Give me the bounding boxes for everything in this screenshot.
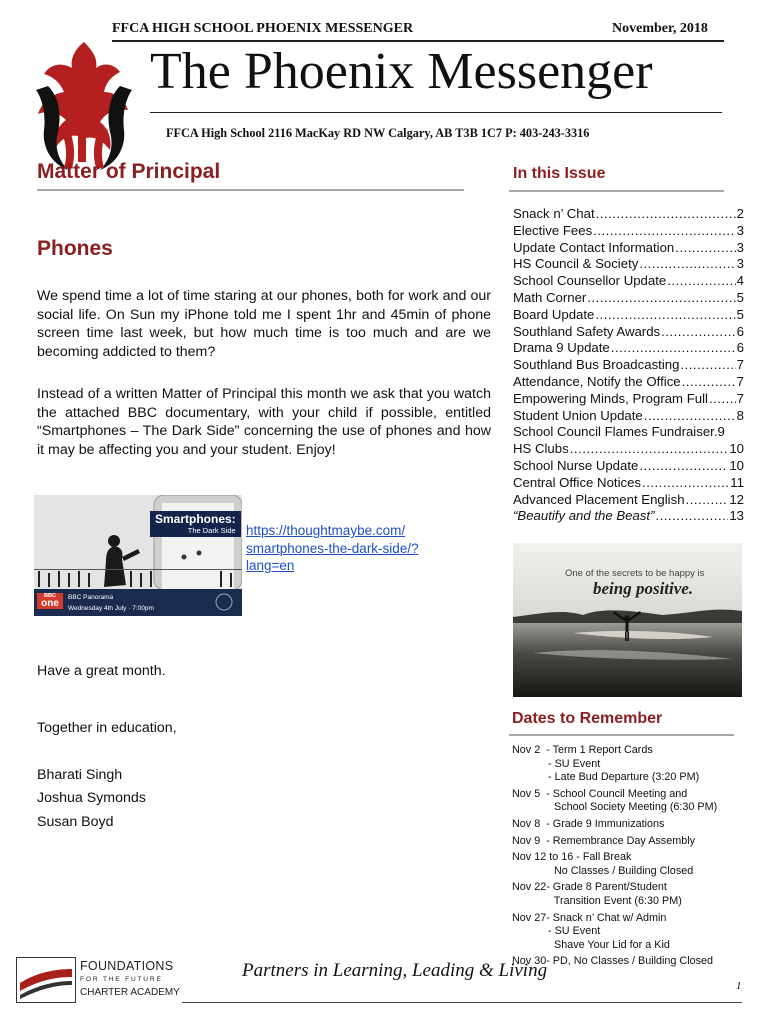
date-entry: Nov 22- Grade 8 Parent/Student [512,881,667,894]
toc-leader [570,441,729,458]
bbc-logo-bottom: one [41,598,59,609]
toc-page: 9 [717,424,725,440]
logo-line-1: FOUNDATIONS [80,959,174,973]
toc-item[interactable] [513,475,744,492]
signature-block [37,764,146,834]
toc-item[interactable] [513,508,744,525]
toc-label: Elective Fees [513,222,593,238]
date-entry: No Classes / Building Closed [512,864,694,877]
masthead-rule-bottom [150,112,722,113]
toc-label: Student Union Update [513,407,643,423]
logo-line-2: F O R T H E F U T U R E [80,976,161,983]
toc-page: 3 [736,239,744,255]
documentary-link-line-1[interactable]: https://thoughtmaybe.com/ [246,523,406,538]
closing-line-2: Together in education, [37,720,177,736]
toc-leader [682,374,736,391]
toc-item[interactable] [513,273,744,290]
newsletter-title: The Phoenix Messenger [150,43,653,100]
toc-item[interactable] [513,340,744,357]
toc-item[interactable] [513,206,744,223]
section-title-in-this-issue: In this Issue [513,165,606,182]
toc-page: 2 [736,206,744,221]
toc-label: School Nurse Update [513,457,639,473]
toc-label: Advanced Placement English [513,491,685,507]
toc-page: 6 [736,323,744,339]
issue-date: November, 2018 [612,21,708,36]
date-entry: Nov 30- PD, No Classes / Building Closed [512,955,714,968]
logo-line-3: CHARTER ACADEMY [80,987,180,998]
toc-label: School Counsellor Update [513,273,667,289]
section-title-matter-of-principal: Matter of Principal [37,160,221,183]
date-entry: Shave Your Lid for a Kid [512,938,670,951]
toc-label: Attendance, Notify the Office [513,373,681,389]
toc-item[interactable] [513,408,744,425]
foundations-logo-mark [16,957,76,1003]
toc-item[interactable] [513,424,744,441]
toc-label: HS Council & Society [513,256,639,272]
toc-page: 3 [736,256,744,272]
photo-caption-script: being positive. [593,579,694,598]
article-paragraph-2: Instead of a written Matter of Principal this month we ask that you watch the attached BBC documentary, with your child if possible, entitled “Smartphones – The Dark Side” concerning the use of phones and how it may be affecting you and your student. Enjoy! [37,386,491,458]
toc-label: Board Update [513,306,595,322]
article-paragraph-1: We spend time a lot of time staring at our phones, both for work and our social life. On Sun my iPhone told me I spent 1hr and 45min of phone screen time last week, but how much time is too much and are we becoming addicted to them? [37,288,491,360]
toc-page: 5 [736,306,744,322]
toc-leader [709,391,736,408]
video-airtime: Wednesday 4th July · 7:00pm [68,605,154,612]
toc-leader [680,357,735,374]
toc-leader [644,408,736,425]
toc-page: 7 [736,373,744,389]
toc-leader [686,492,729,509]
date-entry: Transition Event (6:30 PM) [512,894,682,907]
toc-page: 4 [736,273,744,289]
toc-item[interactable] [513,441,744,458]
section-title-dates-to-remember: Dates to Remember [512,710,663,727]
toc-leader [596,206,736,223]
toc-item[interactable] [513,240,744,257]
toc-label: School Council Flames Fundraiser. [513,424,718,440]
toc-page: 5 [736,289,744,305]
toc-page: 10 [729,457,744,473]
phoenix-logo [28,36,140,174]
toc-label: Central Office Notices [513,474,642,490]
bbc-logo [37,593,63,609]
date-entry: Nov 5 - School Council Meeting and [512,787,688,800]
school-address: FFCA High School 2116 MacKay RD NW Calgary, AB T3B 1C7 P: 403-243-3316 [166,126,590,140]
section-rule-issue [509,190,724,192]
page-number: 1 [736,980,742,992]
toc-leader [593,223,735,240]
toc-leader [675,240,735,257]
toc-item[interactable] [513,223,744,240]
signature-name: Joshua Symonds [37,790,146,807]
toc-leader [661,324,736,341]
dates-list [512,744,742,969]
date-entry: Nov 9 - Remembrance Day Assembly [512,834,696,847]
toc-item[interactable] [513,357,744,374]
date-entry: Nov 12 to 16 - Fall Break [512,851,632,864]
toc-label: Empowering Minds, Program Full [513,390,708,406]
toc-label: Southland Bus Broadcasting [513,357,680,373]
footer-rule [182,1002,742,1003]
toc-leader [595,307,735,324]
toc-item[interactable] [513,256,744,273]
toc-item[interactable] [513,307,744,324]
toc-page: 6 [736,340,744,356]
toc-leader [587,290,735,307]
date-entry: Nov 8 - Grade 9 Immunizations [512,817,665,830]
toc-leader [642,475,729,492]
toc-label: Update Contact Information [513,239,675,255]
foundations-logo [16,957,180,1003]
toc-page: 11 [730,474,744,490]
video-thumbnail[interactable] [34,495,242,616]
documentary-link-line-2[interactable]: smartphones-the-dark-side/? [246,540,419,556]
toc-label: Southland Safety Awards [513,323,661,339]
toc-item[interactable] [513,492,744,509]
section-rule-left [37,189,464,191]
date-entry: - SU Event [512,757,601,770]
toc-page: 12 [729,491,744,507]
closing-line-1: Have a great month. [37,663,166,679]
table-of-contents [513,206,744,525]
toc-item[interactable] [513,324,744,341]
photo-caption-top: One of the secrets to be happy is [565,568,705,579]
toc-item[interactable] [513,374,744,391]
date-entry: - SU Event [512,925,601,938]
bbc-logo-top: BBC [44,593,56,599]
toc-label: “Beautify and the Beast” [513,508,655,524]
signature-name: Bharati Singh [37,767,123,783]
video-subtitle: The Dark Side [187,526,236,535]
toc-page: 3 [736,222,744,238]
section-rule-dates [509,734,734,736]
beach-photo-graphic [513,543,742,697]
date-entry: - Late Bud Departure (3:20 PM) [512,771,700,784]
toc-leader [611,340,736,357]
video-program: BBC Panorama [68,594,114,601]
video-title: Smartphones: [155,512,236,526]
toc-page: 8 [736,407,744,423]
date-entry: School Society Meeting (6:30 PM) [512,801,718,814]
toc-label: Math Corner [513,289,587,305]
toc-leader [667,273,735,290]
toc-item[interactable] [513,458,744,475]
signature-name: Susan Boyd [37,813,114,830]
toc-item[interactable] [513,391,744,408]
toc-page: 13 [729,508,744,524]
toc-page: 10 [729,441,744,457]
toc-page: 7 [736,390,744,406]
toc-label: Snack n’ Chat [513,206,595,221]
toc-leader [639,458,728,475]
article-heading-phones: Phones [37,237,113,260]
beach-photo [513,543,742,697]
toc-label: Drama 9 Update [513,340,610,356]
masthead-top-left: FFCA HIGH SCHOOL PHOENIX MESSENGER [112,21,414,36]
toc-label: HS Clubs [513,441,569,457]
toc-leader [655,508,728,525]
footer-tagline: Partners in Learning, Leading & Living [242,960,548,981]
toc-leader [639,256,735,273]
toc-page: 7 [736,357,744,373]
documentary-link-line-3[interactable]: lang=en [246,558,295,573]
toc-item[interactable] [513,290,744,307]
date-entry: Nov 2 - Term 1 Report Cards [512,744,653,756]
video-title-box [150,511,241,537]
date-entry: Nov 27- Snack n’ Chat w/ Admin [512,911,667,924]
documentary-link[interactable] [246,522,419,575]
